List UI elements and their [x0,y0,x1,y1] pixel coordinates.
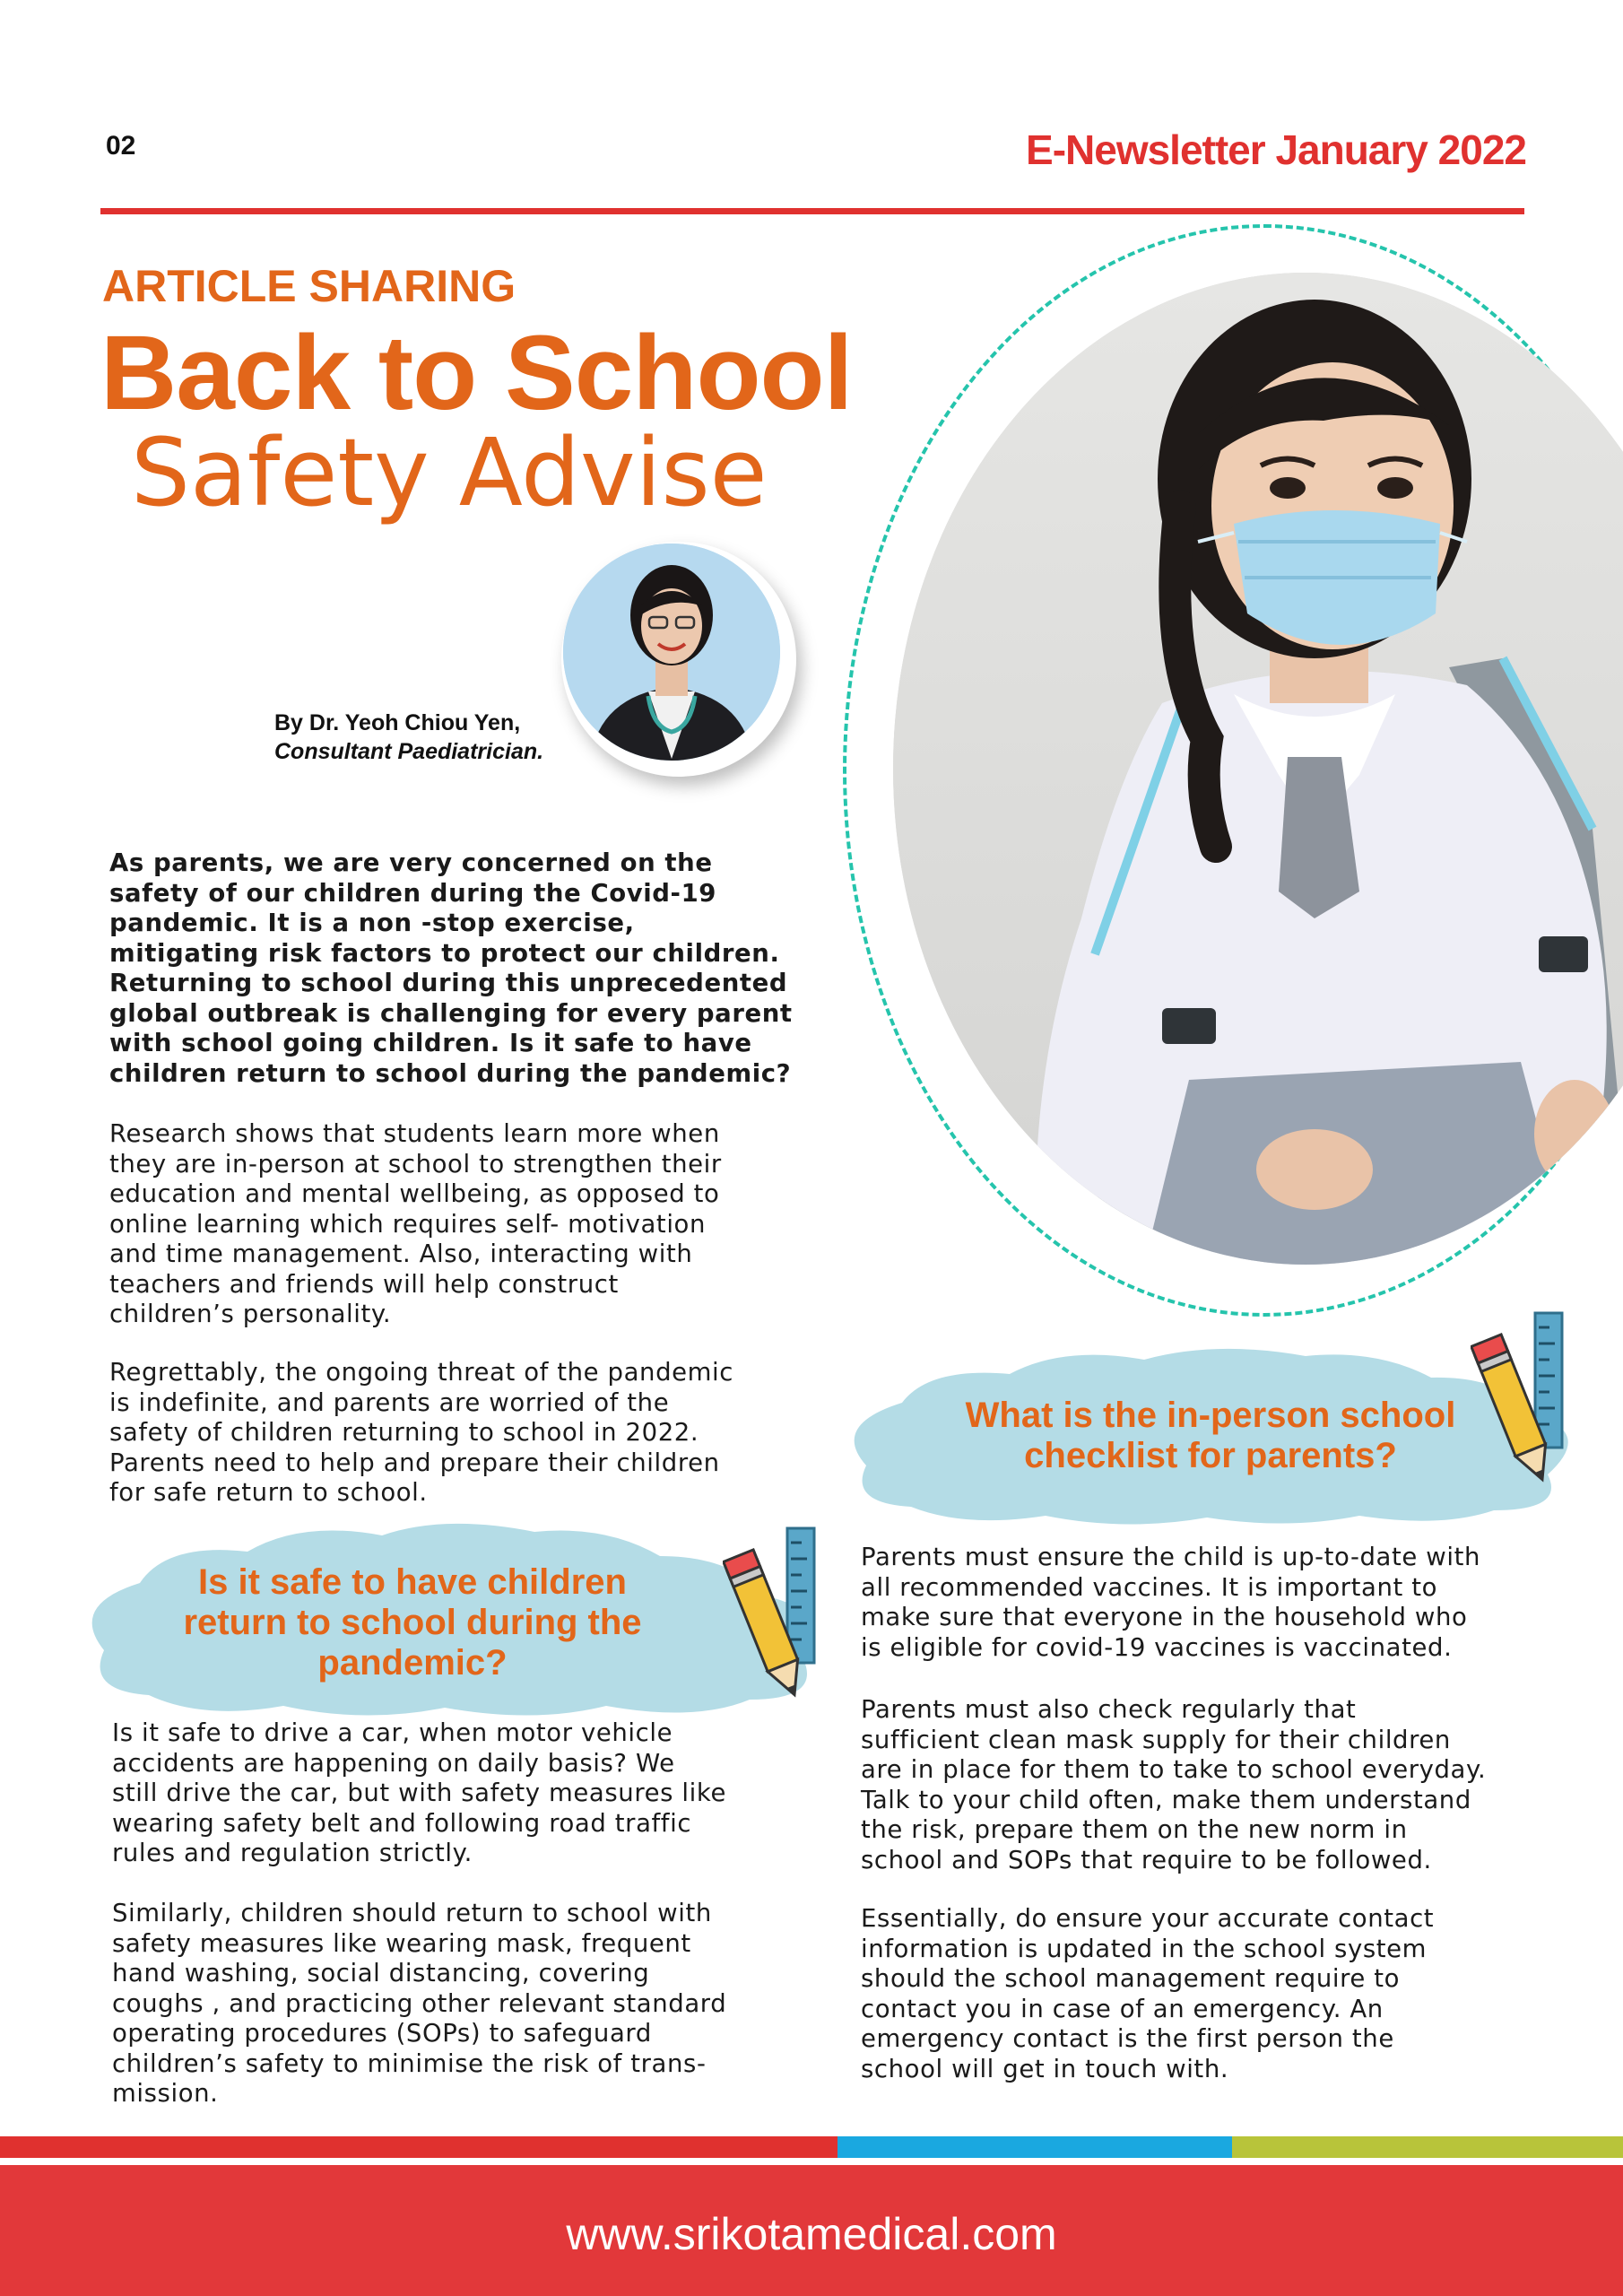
author-photo [563,544,780,761]
author-portrait-illustration [563,544,780,761]
footer-website-link[interactable]: www.srikotamedical.com [566,2209,1057,2259]
footer-stripe-blue [838,2136,1232,2158]
headline-line-1: Back to School [100,314,853,432]
author-name: By Dr. Yeoh Chiou Yen, [274,710,521,735]
article-kicker: ARTICLE SHARING [102,261,516,311]
intro-paragraph: As parents, we are very concerned on the safety of our children during the Covid-19 pandemic. It is a non -stop exercise, mitigating risk factors to protect our children. Returning to school during this unprecedented global outbreak is challenging for every parent with school going children. Is it safe to have children return to school during the pandemic? [109,848,793,1088]
body-paragraph: Parents must also check regularly that sufficient clean mask supply for their children are in place for them to take to school everyday. Talk to your child often, make them understand the risk, prepare them on the new norm in school and SOPs that require to be followed. [861,1695,1487,1874]
body-paragraph: Is it safe to drive a car, when motor vehicle accidents are happening on daily basis? We still drive the car, but with safety measures like wearing safety belt and following road traffic rules and regulation strictly. [112,1718,726,1867]
body-paragraph: Regrettably, the ongoing threat of the pandemic is indefinite, and parents are worried of the safety of children returning to school in 2022. Parents need to help and prepare their children for safe return to school. [109,1358,734,1507]
newsletter-title: E-Newsletter January 2022 [1026,126,1526,173]
body-paragraph: Research shows that students learn more when they are in-person at school to strengthen their education and mental wellbeing, as opposed to online learning which requires self- motivation and time management. Also, interacting with teachers and friends will help construct children’s personality. [109,1119,722,1328]
footer-stripe-green [1232,2136,1623,2158]
body-paragraph: Essentially, do ensure your accurate contact information is updated in the school system should the school management require to contact you in case of an emergency. An emergency contact is the first person the school will get in touch with. [861,1904,1435,2083]
pencil-ruler-icon [723,1525,830,1704]
byline [274,709,543,766]
section-heading-checklist: What is the in-person school checklist for parents? [965,1396,1456,1475]
section-heading-safety: Is it safe to have children return to school during the pandemic? [183,1562,642,1683]
footer-stripe-red [0,2136,838,2158]
author-role: Consultant Paediatrician. [274,739,544,764]
headline-line-2: Safety Advise [131,418,768,527]
pencil-ruler-icon [1471,1309,1578,1489]
header-divider [100,208,1524,214]
page-number: 02 [106,131,136,161]
body-paragraph: Similarly, children should return to school with safety measures like wearing mask, frequent hand washing, social distancing, covering coughs , and practicing other relevant standard operating procedures (SOPs) to safeguard children’s safety to minimise the risk of trans- mission. [112,1899,727,2108]
body-paragraph: Parents must ensure the child is up-to-date with all recommended vaccines. It is important to make sure that everyone in the household who is eligible for covid-19 vaccines is vaccinated. [861,1543,1480,1662]
